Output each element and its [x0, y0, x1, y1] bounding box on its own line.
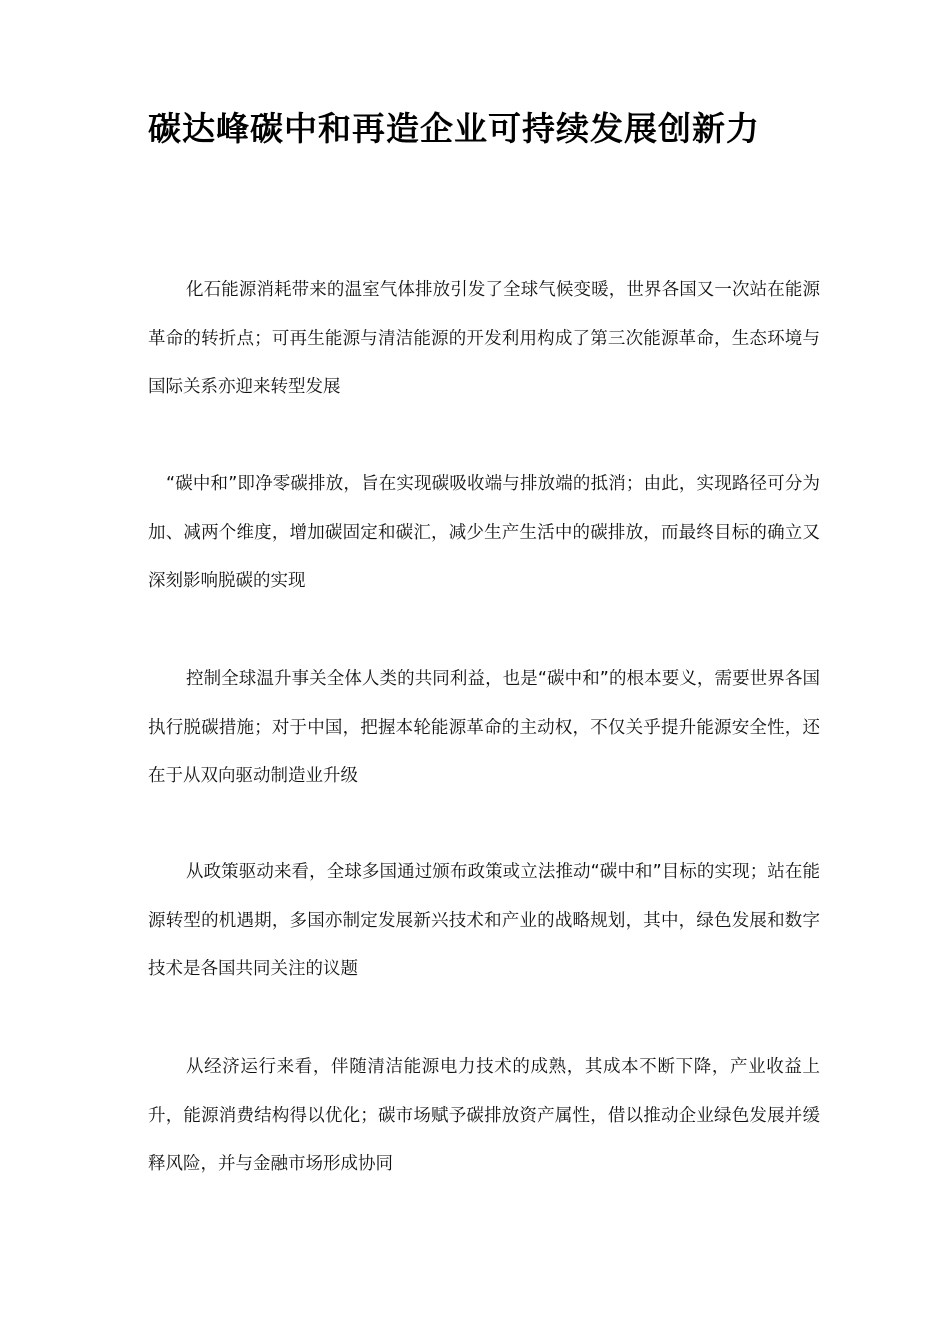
- paragraph-4: 从政策驱动来看，全球多国通过颁布政策或立法推动“碳中和”目标的实现；站在能源转型的机遇期，多国亦制定发展新兴技术和产业的战略规划，其中，绿色发展和数字技术是各国共同关注的议题: [148, 862, 820, 979]
- paragraph-2: “碳中和”即净零碳排放，旨在实现碳吸收端与排放端的抵消；由此，实现路径可分为加、减两个维度，增加碳固定和碳汇，减少生产生活中的碳排放，而最终目标的确立又深刻影响脱碳的实现: [148, 474, 820, 591]
- document-title: 碳达峰碳中和再造企业可持续发展创新力: [148, 109, 760, 148]
- paragraph-1: 化石能源消耗带来的温室气体排放引发了全球气候变暖，世界各国又一次站在能源革命的转折点；可再生能源与清洁能源的开发利用构成了第三次能源革命，生态环境与国际关系亦迎来转型发展: [148, 280, 820, 397]
- paragraph-3: 控制全球温升事关全体人类的共同利益，也是“碳中和”的根本要义，需要世界各国执行脱碳措施；对于中国，把握本轮能源革命的主动权，不仅关乎提升能源安全性，还在于从双向驱动制造业升级: [148, 669, 820, 786]
- paragraph-5: 从经济运行来看，伴随清洁能源电力技术的成熟，其成本不断下降，产业收益上升，能源消费结构得以优化；碳市场赋予碳排放资产属性，借以推动企业绿色发展并缓释风险，并与金融市场形成协同: [148, 1057, 820, 1174]
